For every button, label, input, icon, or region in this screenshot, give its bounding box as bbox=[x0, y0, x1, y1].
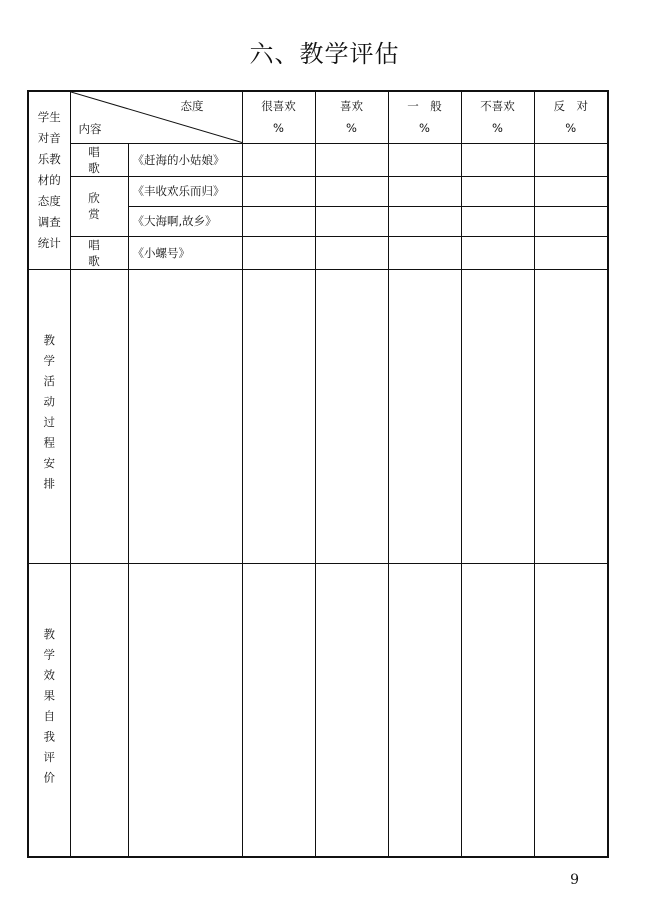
column-label: 一 般 bbox=[407, 99, 442, 114]
column-unit: % bbox=[492, 121, 503, 136]
table-cell bbox=[461, 269, 534, 563]
activity-section-label bbox=[28, 269, 70, 563]
diagonal-header-cell bbox=[70, 91, 242, 143]
table-cell bbox=[388, 143, 461, 176]
row-category: 唱 歌 bbox=[70, 236, 128, 269]
table-cell bbox=[534, 236, 608, 269]
effect-section-label bbox=[28, 563, 70, 857]
side-label-line: 态度 bbox=[37, 193, 61, 208]
table-cell bbox=[128, 563, 242, 857]
table-cell bbox=[128, 269, 242, 563]
table-cell bbox=[315, 269, 388, 563]
table-cell bbox=[242, 206, 315, 236]
column-label: 很喜欢 bbox=[261, 99, 296, 114]
column-label: 不喜欢 bbox=[480, 99, 515, 114]
table-cell bbox=[242, 269, 315, 563]
diagonal-bottom-label: 内容 bbox=[78, 121, 102, 136]
side-label-line: 对音 bbox=[37, 130, 61, 145]
activity-section-row bbox=[28, 269, 608, 563]
column-unit: % bbox=[565, 121, 577, 136]
side-label-line: 乐教 bbox=[37, 151, 61, 166]
table-cell bbox=[388, 206, 461, 236]
column-label: 喜欢 bbox=[340, 99, 363, 114]
page-number: 9 bbox=[570, 872, 579, 888]
column-header-oppose bbox=[534, 91, 608, 143]
table-cell bbox=[388, 176, 461, 206]
table-cell bbox=[70, 563, 128, 857]
column-header-dislike bbox=[461, 91, 534, 143]
table-cell bbox=[461, 563, 534, 857]
table-cell bbox=[534, 206, 608, 236]
column-header-like bbox=[315, 91, 388, 143]
table-cell bbox=[388, 236, 461, 269]
side-label-line: 学生 bbox=[37, 109, 61, 124]
table-cell bbox=[461, 143, 534, 176]
table-cell bbox=[388, 269, 461, 563]
table-cell bbox=[315, 143, 388, 176]
table-cell bbox=[315, 206, 388, 236]
table-cell bbox=[461, 176, 534, 206]
effect-label-text: 教学效果自我评价 bbox=[42, 627, 57, 792]
evaluation-table bbox=[27, 90, 609, 858]
column-header-very-like bbox=[242, 91, 315, 143]
activity-label-text: 教学活动过程安排 bbox=[42, 334, 57, 498]
column-unit: % bbox=[419, 121, 430, 136]
table-cell bbox=[461, 236, 534, 269]
row-category: 欣 赏 bbox=[70, 176, 128, 236]
row-category: 唱 歌 bbox=[70, 143, 128, 176]
table-cell bbox=[242, 236, 315, 269]
table-cell bbox=[70, 269, 128, 563]
survey-side-label bbox=[28, 91, 70, 269]
table-cell bbox=[534, 563, 608, 857]
column-label: 反 对 bbox=[553, 99, 588, 114]
table-cell bbox=[242, 143, 315, 176]
diagonal-top-label: 态度 bbox=[180, 99, 204, 113]
table-cell bbox=[534, 176, 608, 206]
row-song: 《大海啊,故乡》 bbox=[128, 206, 242, 236]
column-unit: % bbox=[273, 121, 284, 136]
side-label-line: 材的 bbox=[37, 172, 61, 187]
column-header-neutral bbox=[388, 91, 461, 143]
row-song: 《小螺号》 bbox=[128, 236, 242, 269]
table-row bbox=[28, 236, 608, 269]
table-cell bbox=[315, 176, 388, 206]
table-row bbox=[28, 143, 608, 176]
table-cell bbox=[461, 206, 534, 236]
row-song: 《赶海的小姑娘》 bbox=[128, 143, 242, 176]
side-label-line: 统计 bbox=[37, 235, 61, 250]
page-title: 六、教学评估 bbox=[249, 40, 400, 68]
effect-section-row bbox=[28, 563, 608, 857]
column-unit: % bbox=[346, 121, 357, 136]
table-cell bbox=[242, 176, 315, 206]
table-row bbox=[28, 176, 608, 206]
row-song: 《丰收欢乐而归》 bbox=[128, 176, 242, 206]
side-label-line: 调查 bbox=[37, 214, 61, 229]
table-cell bbox=[242, 563, 315, 857]
table-cell bbox=[315, 563, 388, 857]
table-cell bbox=[534, 143, 608, 176]
table-cell bbox=[534, 269, 608, 563]
table-cell bbox=[388, 563, 461, 857]
table-cell bbox=[315, 236, 388, 269]
